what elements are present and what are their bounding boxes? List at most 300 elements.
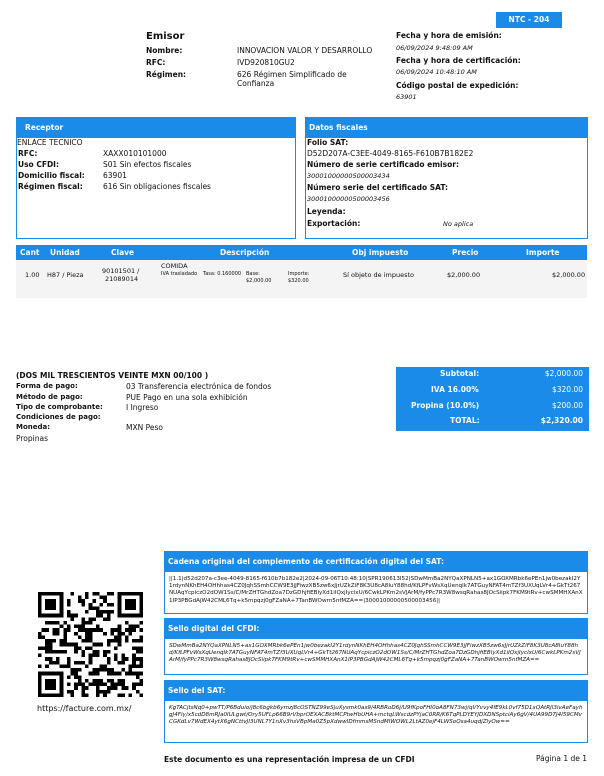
qr-module (118, 679, 122, 683)
qr-module (110, 639, 114, 643)
totals-box (396, 367, 589, 431)
qr-module (114, 654, 118, 658)
qr-module (96, 693, 100, 697)
qr-module (92, 679, 96, 683)
qr-module (125, 621, 129, 625)
footer-note: Este documento es una representación impresa de un CFDI (164, 755, 415, 764)
moneda-label: Moneda: (16, 423, 51, 431)
qr-module (45, 686, 49, 690)
qr-module (125, 639, 129, 643)
item-base: $2,000.00 (246, 278, 272, 284)
qr-module (121, 686, 125, 690)
qr-module (96, 625, 100, 629)
tipo-comprobante-label: Tipo de comprobante: (16, 403, 103, 411)
qr-module (107, 650, 111, 654)
qr-module (110, 679, 114, 683)
serie-emisor: 30001000000500003434 (307, 172, 390, 180)
receptor-nombre: ENLACE TECNICO (17, 138, 83, 147)
qr-module (107, 610, 111, 614)
qr-module (56, 632, 60, 636)
qr-module (118, 672, 122, 676)
qr-module (96, 679, 100, 683)
qr-module (118, 693, 122, 697)
qr-module (38, 606, 42, 610)
qr-module (96, 643, 100, 647)
qr-module (139, 661, 143, 665)
qr-module (129, 668, 133, 672)
qr-module (96, 690, 100, 694)
qr-module (81, 683, 85, 687)
qr-module (49, 592, 53, 596)
qr-module (100, 679, 104, 683)
qr-module (67, 690, 71, 694)
qr-module (63, 635, 67, 639)
qr-module (118, 643, 122, 647)
propina-row (396, 401, 589, 416)
qr-module (89, 639, 93, 643)
qr-module (42, 614, 46, 618)
qr-module (114, 639, 118, 643)
qr-module (132, 628, 136, 632)
qr-module (136, 672, 140, 676)
col-importe: Importe (526, 248, 560, 257)
qr-module (60, 639, 64, 643)
qr-module (74, 661, 78, 665)
qr-module (129, 632, 133, 636)
qr-module (71, 690, 75, 694)
qr-module (45, 646, 49, 650)
qr-module (136, 664, 140, 668)
qr-module (103, 596, 107, 600)
col-obj-impuesto: Obj impuesto (352, 248, 409, 257)
iva-row (396, 385, 589, 400)
qr-module (92, 606, 96, 610)
qr-module (85, 592, 89, 596)
qr-module (107, 661, 111, 665)
qr-module (132, 657, 136, 661)
qr-module (132, 664, 136, 668)
qr-module (81, 621, 85, 625)
qr-module (132, 599, 136, 603)
qr-module (60, 664, 64, 668)
qr-module (56, 661, 60, 665)
qr-module (56, 657, 60, 661)
qr-module (103, 654, 107, 658)
item-precio: $2,000.00 (447, 271, 481, 279)
qr-module (49, 693, 53, 697)
qr-module (96, 592, 100, 596)
qr-module (78, 599, 82, 603)
fecha-certificacion-label: Fecha y hora de certificación: (396, 56, 521, 65)
qr-module (121, 683, 125, 687)
qr-module (74, 672, 78, 676)
cp-expedicion: 63901 (396, 93, 417, 101)
qr-module (45, 643, 49, 647)
qr-module (60, 679, 64, 683)
qr-module (85, 632, 89, 636)
qr-module (110, 686, 114, 690)
qr-module (52, 621, 56, 625)
qr-module (60, 690, 64, 694)
qr-module (103, 610, 107, 614)
qr-module (92, 650, 96, 654)
qr-module (67, 599, 71, 603)
qr-module (38, 592, 42, 596)
emisor-title: Emisor (146, 31, 185, 42)
condiciones-pago-label: Condiciones de pago: (16, 413, 101, 421)
qr-module (63, 639, 67, 643)
qr-code-image (38, 592, 143, 697)
qr-module (139, 599, 143, 603)
qr-module (89, 654, 93, 658)
qr-module (89, 672, 93, 676)
item-base-label: Base: (246, 271, 260, 277)
qr-module (42, 672, 46, 676)
qr-module (85, 621, 89, 625)
qr-module (67, 661, 71, 665)
qr-module (92, 617, 96, 621)
tipo-comprobante: I Ingreso (126, 403, 159, 412)
receptor-regimen: 616 Sin obligaciones fiscales (103, 182, 211, 191)
qr-module (81, 617, 85, 621)
qr-module (118, 606, 122, 610)
folio-sat-label: Folio SAT: (307, 138, 349, 147)
total-value: $2,320.00 (540, 416, 583, 425)
qr-module (110, 672, 114, 676)
qr-module (74, 625, 78, 629)
qr-module (81, 661, 85, 665)
qr-module (103, 599, 107, 603)
qr-module (118, 632, 122, 636)
qr-module (67, 657, 71, 661)
sello-cfdi-box (164, 618, 588, 675)
item-obj-impuesto: Sí objeto de impuesto (343, 271, 414, 279)
qr-module (74, 675, 78, 679)
qr-module (103, 617, 107, 621)
qr-module (52, 679, 56, 683)
col-clave: Clave (111, 248, 135, 257)
qr-module (78, 675, 82, 679)
qr-module (139, 606, 143, 610)
item-importe: $2,000.00 (552, 271, 586, 279)
item-clave-1: 90101501 / (102, 267, 140, 275)
qr-module (63, 632, 67, 636)
qr-module (52, 650, 56, 654)
qr-module (45, 693, 49, 697)
qr-module (132, 614, 136, 618)
qr-module (52, 599, 56, 603)
qr-module (49, 621, 53, 625)
document-type-badge: NTC - 204 (496, 12, 562, 28)
qr-module (118, 635, 122, 639)
qr-module (85, 610, 89, 614)
qr-module (67, 683, 71, 687)
total-row (396, 416, 589, 431)
receptor-uso: S01 Sin efectos fiscales (103, 160, 192, 169)
qr-module (60, 686, 64, 690)
qr-module (107, 657, 111, 661)
fecha-emision-label: Fecha y hora de emisión: (396, 31, 502, 40)
exportacion-label: Exportación: (307, 219, 361, 228)
receptor-rfc: XAXX010101000 (103, 149, 167, 158)
qr-module (38, 690, 42, 694)
qr-module (81, 693, 85, 697)
qr-module (49, 686, 53, 690)
propina-label: Propina (10.0%) (411, 401, 480, 410)
qr-module (38, 672, 42, 676)
qr-module (81, 628, 85, 632)
subtotal-label: Subtotal: (440, 369, 480, 378)
qr-module (125, 628, 129, 632)
receptor-title: Receptor (17, 118, 295, 138)
qr-module (49, 683, 53, 687)
qr-module (96, 628, 100, 632)
qr-module (107, 672, 111, 676)
importe-letra: (DOS MIL TRESCIENTOS VEINTE MXN 00/100 ) (16, 371, 209, 380)
item-tasa: Tasa: 0.160000 (203, 271, 242, 277)
qr-module (92, 672, 96, 676)
qr-module (89, 635, 93, 639)
qr-module (85, 686, 89, 690)
qr-module (49, 599, 53, 603)
qr-module (107, 668, 111, 672)
receptor-regimen-label: Régimen fiscal: (18, 182, 83, 191)
qr-module (139, 646, 143, 650)
qr-module (42, 693, 46, 697)
qr-module (52, 693, 56, 697)
qr-module (71, 617, 75, 621)
qr-module (129, 606, 133, 610)
qr-module (81, 650, 85, 654)
forma-pago: 03 Transferencia electrónica de fondos (126, 382, 272, 391)
serie-sat-label: Número serie del certificado SAT: (307, 183, 449, 192)
qr-module (107, 617, 111, 621)
qr-module (96, 683, 100, 687)
qr-module (129, 592, 133, 596)
qr-module (52, 661, 56, 665)
qr-module (89, 621, 93, 625)
qr-module (139, 650, 143, 654)
qr-module (38, 614, 42, 618)
qr-module (49, 650, 53, 654)
qr-module (100, 683, 104, 687)
qr-module (74, 686, 78, 690)
qr-module (38, 599, 42, 603)
qr-module (107, 679, 111, 683)
qr-module (103, 668, 107, 672)
qr-module (56, 693, 60, 697)
qr-module (78, 646, 82, 650)
qr-module (60, 643, 64, 647)
qr-module (100, 690, 104, 694)
qr-module (136, 650, 140, 654)
exportacion: No aplica (443, 220, 474, 228)
qr-module (129, 672, 133, 676)
qr-module (132, 654, 136, 658)
qr-module (96, 614, 100, 618)
leyenda-label: Leyenda: (307, 207, 346, 216)
qr-module (85, 646, 89, 650)
qr-module (136, 646, 140, 650)
qr-module (139, 610, 143, 614)
qr-module (60, 606, 64, 610)
sello-sat-text: KgTACjtsNq0+pwTT/P6Bduio/j8c6bgkb6ymzj8cOSTNZ99eSjuXysmk0as9/4RBRoD6j/U9fKpoFHI0oA8FN73wj/qVYvvy4fE9kL0vf75D1xQAtRJl3ivAeFayhgJ4Fiy/x5cdD8mRJa0IULgwt/Ory5UFLp66B9rVbprOEXACBktMCPtwHbUHA+mctqLWscdzPYjaC0RR/K6TqPLDYEYJDXDNSptciAy6gV/4UA99D7J4I59CMvCGKdLv7WdEX4ytX6gNCttvJI3UNL7Y1nXv3hsVBpMa0Z5pXdwwIDfmmsMSndMIWOWL2LtAZ0ejF4LWSoQsa4uqdjZlyOw== (169, 705, 583, 726)
qr-module (45, 639, 49, 643)
qr-module (45, 683, 49, 687)
emisor-rfc-label: RFC: (146, 58, 166, 67)
qr-module (52, 639, 56, 643)
qr-module (45, 599, 49, 603)
qr-module (125, 657, 129, 661)
item-cant: 1.00 (25, 271, 40, 279)
qr-module (100, 603, 104, 607)
qr-module (114, 628, 118, 632)
qr-module (129, 664, 133, 668)
qr-module (38, 693, 42, 697)
page-number: Página 1 de 1 (536, 754, 588, 763)
forma-pago-label: Forma de pago: (16, 382, 78, 390)
qr-module (38, 603, 42, 607)
qr-module (38, 683, 42, 687)
qr-module (132, 603, 136, 607)
qr-module (139, 672, 143, 676)
col-descripcion: Descripción (220, 248, 270, 257)
qr-module (74, 614, 78, 618)
qr-module (60, 693, 64, 697)
qr-module (85, 628, 89, 632)
qr-module (52, 686, 56, 690)
qr-module (118, 599, 122, 603)
qr-module (63, 664, 67, 668)
col-precio: Precio (452, 248, 479, 257)
qr-module (136, 675, 140, 679)
qr-module (38, 664, 42, 668)
serie-emisor-label: Número de serie certificado emisor: (307, 160, 459, 169)
qr-module (121, 657, 125, 661)
folio-sat: D52D207A-C3EE-4049-8165-F610B7B182E2 (307, 149, 474, 158)
qr-module (85, 693, 89, 697)
qr-module (42, 628, 46, 632)
qr-module (125, 599, 129, 603)
qr-module (107, 639, 111, 643)
qr-module (118, 661, 122, 665)
qr-module (139, 603, 143, 607)
qr-module (56, 614, 60, 618)
qr-module (118, 614, 122, 618)
qr-module (132, 592, 136, 596)
qr-module (118, 610, 122, 614)
item-importe-iva: $320.00 (288, 278, 309, 284)
qr-module (78, 661, 82, 665)
qr-module (136, 639, 140, 643)
qr-module (60, 625, 64, 629)
qr-module (60, 683, 64, 687)
sello-sat-box (164, 680, 588, 743)
qr-module (110, 628, 114, 632)
qr-module (129, 599, 133, 603)
sello-sat-title: Sello del SAT: (165, 681, 587, 701)
qr-module (60, 672, 64, 676)
qr-module (67, 610, 71, 614)
qr-module (103, 650, 107, 654)
qr-module (56, 628, 60, 632)
qr-module (118, 628, 122, 632)
qr-module (49, 672, 53, 676)
qr-module (81, 690, 85, 694)
qr-module (132, 686, 136, 690)
qr-module (103, 683, 107, 687)
qr-module (63, 643, 67, 647)
qr-module (103, 690, 107, 694)
qr-module (114, 672, 118, 676)
qr-module (114, 657, 118, 661)
qr-module (78, 679, 82, 683)
qr-module (136, 614, 140, 618)
qr-module (96, 654, 100, 658)
qr-module (110, 592, 114, 596)
qr-module (100, 614, 104, 618)
qr-module (125, 606, 129, 610)
metodo-pago-label: Método de pago: (16, 393, 83, 401)
qr-module (89, 617, 93, 621)
qr-module (60, 592, 64, 596)
qr-module (85, 635, 89, 639)
qr-module (38, 632, 42, 636)
qr-module (89, 632, 93, 636)
qr-module (118, 625, 122, 629)
item-importe-iva-label: Importe: (288, 271, 310, 277)
qr-module (139, 693, 143, 697)
qr-module (38, 646, 42, 650)
qr-module (96, 610, 100, 614)
propina-value: $200.00 (551, 401, 583, 410)
item-iva: IVA trasladado (161, 271, 198, 277)
qr-module (139, 664, 143, 668)
qr-module (132, 606, 136, 610)
qr-module (125, 686, 129, 690)
qr-module (129, 614, 133, 618)
qr-module (42, 635, 46, 639)
qr-module (71, 693, 75, 697)
qr-module (121, 632, 125, 636)
qr-module (74, 683, 78, 687)
qr-module (118, 596, 122, 600)
qr-module (118, 683, 122, 687)
emisor-regimen-line1: 626 Régimen Simplificado de (237, 70, 347, 79)
qr-module (132, 672, 136, 676)
qr-module (42, 646, 46, 650)
sello-cfdi-text: SDwMmBa2NYQaXPNLN5+ax1GOXMRbk6ePEn1jw0bezakI2Y1rdynNKhEH4OHhhas4CZ0JqhSSmhCCW9E3jJFiwzXB5zw6xJjrUZkZiF8K3U8cA8IuY88hd/KfLPFvWsXqUenqlk7ATGuyNFAT4mTZf3UXUqLVr4+GkTt267NUAqYcpiczO2dOW1Ss/C/MrZHTGhdZoa7DzGDhjfiEBlyXd1iIQxjIyclxU/6CwkLPKm2sVJArM/fyPPc7R3W8wsqRahas8JOcSiipk7FKM9tRv+cwSMMHXAnX1IP3PBGdAjW42CML6Tq+k5mpqzj0gFZaNA+7TanBWOwrn5nfMZA== (169, 643, 581, 664)
qr-module (38, 610, 42, 614)
emisor-nombre-label: Nombre: (146, 46, 183, 55)
qr-module (107, 690, 111, 694)
qr-module (132, 639, 136, 643)
fecha-certificacion: 06/09/2024 10:48:10 AM (396, 68, 477, 76)
qr-module (139, 635, 143, 639)
qr-module (110, 610, 114, 614)
item-clave-2: 21089014 (105, 275, 139, 283)
qr-module (74, 668, 78, 672)
qr-module (100, 596, 104, 600)
qr-module (49, 643, 53, 647)
qr-module (100, 628, 104, 632)
qr-module (129, 628, 133, 632)
qr-module (71, 668, 75, 672)
qr-module (103, 664, 107, 668)
qr-module (67, 628, 71, 632)
qr-module (67, 643, 71, 647)
datos-fiscales-title: Datos fiscales (306, 118, 587, 138)
